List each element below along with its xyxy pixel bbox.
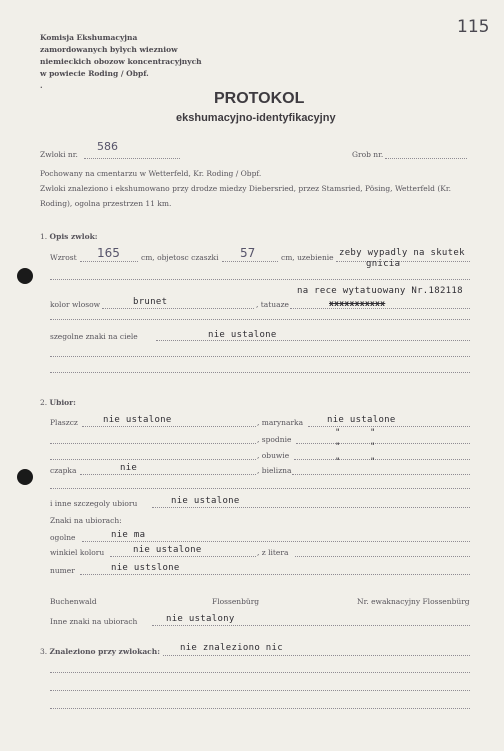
triangle-color-label: winkiel koloru — [50, 548, 105, 557]
other-clothing-value: nie ustalone — [171, 496, 240, 506]
number-label: numer — [50, 566, 75, 575]
cap-value: nie — [120, 463, 138, 473]
hair-color-value: brunet — [133, 297, 168, 307]
coat-label: Plaszcz — [50, 418, 78, 427]
distinguishing-marks-value: nie ustalone — [208, 330, 277, 340]
org-line-2: zamordowanych bylych wiezniow — [40, 45, 178, 54]
jacket-value: nie ustalone — [327, 415, 396, 425]
shoes-label: , obuwie — [257, 451, 290, 460]
section-1-heading — [40, 232, 98, 241]
number-value: nie ustslone — [111, 563, 180, 573]
jacket-label: , marynarka — [257, 418, 304, 427]
trousers-ditto-1: " — [335, 428, 341, 438]
general-label: ogolne — [50, 533, 76, 542]
punch-hole — [17, 268, 33, 284]
height-label: Wzrost — [50, 253, 77, 262]
section-3-heading — [40, 647, 160, 656]
underwear-label: , bielizna — [257, 466, 292, 475]
other-marks-value: nie ustalony — [166, 614, 235, 624]
shoes-ditto-1: " — [335, 442, 341, 452]
grave-number-label: Grob nr. — [352, 150, 384, 159]
trousers-label: , spodnie — [257, 435, 292, 444]
section-2-heading — [40, 398, 76, 407]
found-line: Zwloki znaleziono i ekshumowano przy drodze miedzy Diebersried, przez Stamsried, Pösing, Wetterfeld (Kr. — [40, 184, 452, 193]
section-2-number: 2. — [40, 398, 48, 407]
camp-buchenwald: Buchenwald — [50, 597, 97, 606]
section-2-title: Ubior: — [49, 398, 76, 407]
found-line-cont: Roding), ogolna przestrzen 11 km. — [40, 199, 172, 208]
camp-flossenburg: Flossenbürg — [212, 597, 260, 606]
org-line-4: w powiecie Roding / Obpf. — [40, 69, 149, 78]
page-number: 115 — [457, 17, 490, 37]
teeth-value-2: gnicia — [366, 259, 401, 269]
other-clothing-label: i inne szczegoly ubioru — [50, 499, 138, 508]
remains-number-label: Zwloki nr. — [40, 150, 78, 159]
punch-hole-2 — [17, 469, 33, 485]
coat-value: nie ustalone — [103, 415, 172, 425]
section-1-number: 1. — [40, 232, 48, 241]
height-value: 165 — [97, 246, 120, 260]
clothing-marks-label: Znaki na ubiorach: — [50, 516, 122, 525]
section-1-title: Opis zwlok: — [49, 232, 98, 241]
with-letter-label: , z litera — [257, 548, 289, 557]
other-marks-label: Inne znaki na ubiorach — [50, 617, 138, 626]
section-3-number: 3. — [40, 647, 48, 656]
teeth-label: cm, uzebienie — [281, 253, 334, 262]
tattoo-value: na rece wytatuowany Nr.182118 — [297, 286, 463, 296]
cap-label: czapka — [50, 466, 77, 475]
items-found-value: nie znaleziono nic — [180, 643, 283, 653]
remains-number-value: 586 — [97, 140, 118, 153]
skull-value: 57 — [240, 246, 256, 260]
document-subtitle: ekshumacyjno-identyfikacyjny — [176, 112, 336, 124]
document-title: PROTOKOL — [214, 90, 305, 107]
tattoos-label: , tatuaze — [256, 300, 289, 309]
section-3-title: Znaleziono przy zwlokach: — [49, 647, 160, 656]
org-line-5: . — [40, 81, 43, 90]
triangle-color-value: nie ustalone — [133, 545, 202, 555]
org-line-1: Komisja Ekshumacyjna — [40, 33, 138, 42]
tattoo-struck-text: xxxxxxxxxxx — [329, 299, 386, 308]
skull-label: cm, objetosc czaszki — [141, 253, 219, 262]
trousers-ditto-2: " — [370, 428, 376, 438]
evacuation-number-label: Nr. ewaknacyjny Flossenbürg — [357, 597, 470, 606]
teeth-value-1: zeby wypadly na skutek — [339, 248, 465, 258]
burial-line: Pochowany na cmentarzu w Wetterfeld, Kr. Roding / Obpf. — [40, 169, 262, 178]
underwear-ditto-1: " — [335, 457, 341, 467]
hair-color-label: kolor wlosow — [50, 300, 101, 309]
org-header — [40, 32, 202, 92]
distinguishing-marks-label: szegolne znaki na ciele — [50, 332, 138, 341]
org-line-3: niemieckich obozow koncentracyjnych — [40, 57, 202, 66]
general-value: nie ma — [111, 530, 146, 540]
underwear-ditto-2: " — [370, 457, 376, 467]
shoes-ditto-2: " — [370, 442, 376, 452]
